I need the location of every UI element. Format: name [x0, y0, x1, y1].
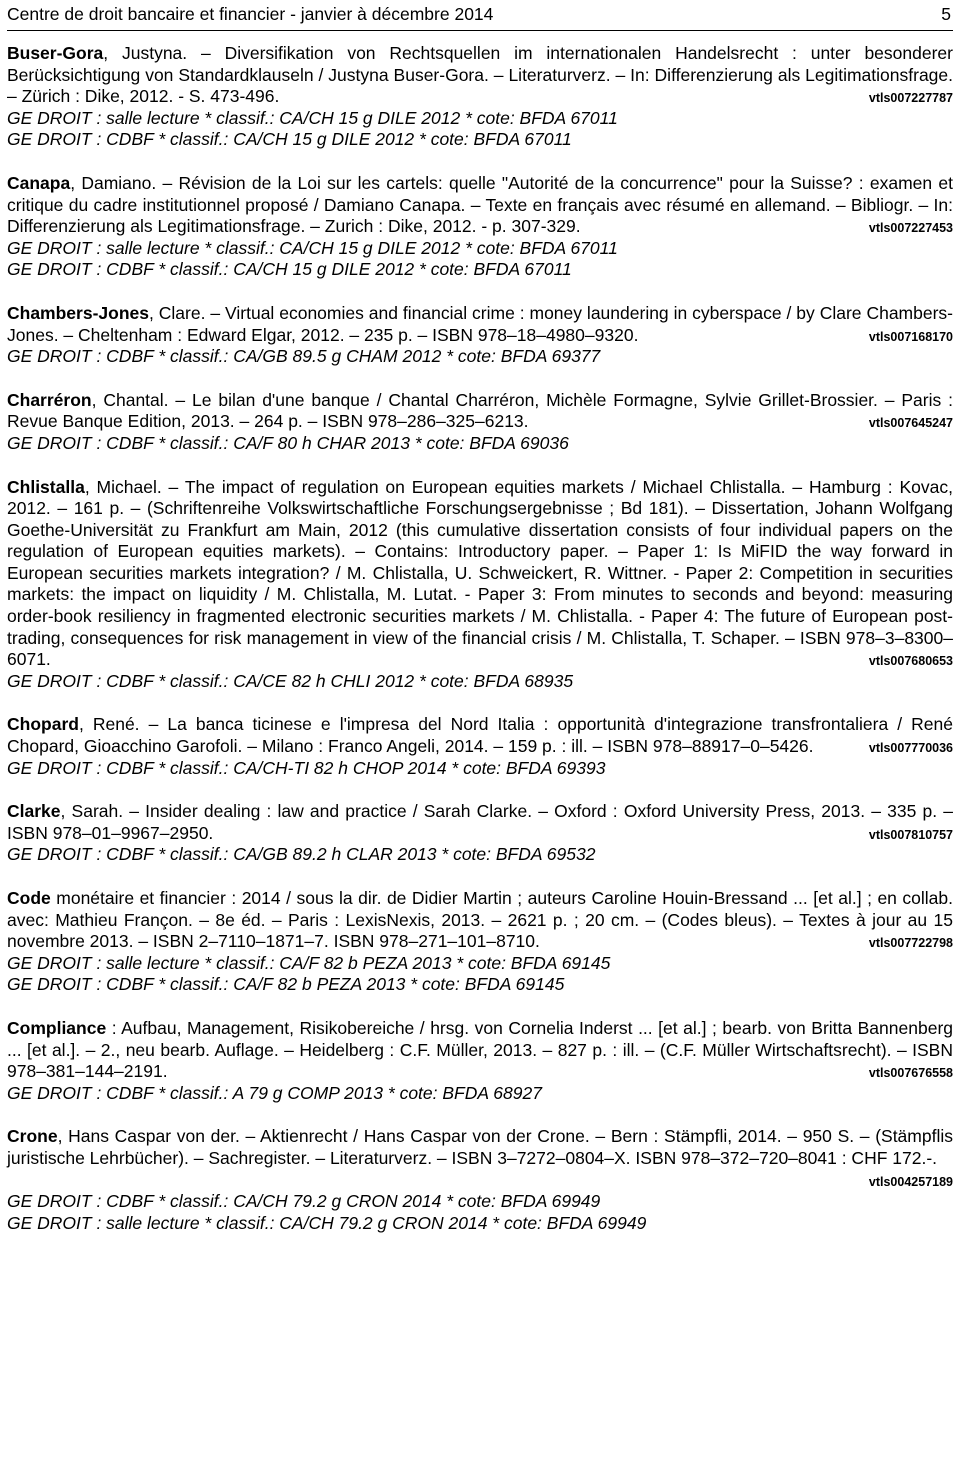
- bibliography-entry: [7, 714, 953, 779]
- citation-text: – La banca ticinese e l'impresa del Nord Italia : opportunità d'integrazione transfrontaliera / René Chopard, Gioacchino Garofoli. – Milano : Franco Angeli, 2014. – 159 p. : ill. – ISBN 978–88917–0–5426.: [7, 714, 953, 757]
- citation: [7, 888, 953, 953]
- author-name: Compliance: [7, 1017, 107, 1038]
- bibliography-entry: [7, 43, 953, 151]
- author-name: Chopard: [7, 714, 79, 735]
- record-id: vtls007227453: [868, 221, 953, 236]
- citation: [7, 801, 953, 844]
- citation: [7, 43, 953, 108]
- author-rest: , Justyna.: [103, 43, 188, 63]
- citation-text: – Aktienrecht / Hans Caspar von der Crone. – Bern : Stämpfli, 2014. – 950 S. – (Stämpflis juristische Lehrbücher). – Sachregister. – Literaturverz. – ISBN 3–7272–0804–X. ISBN 978–372–720–8041 : CHF 172.-.: [7, 1126, 953, 1168]
- author-name: Code: [7, 888, 51, 908]
- citation: [7, 1126, 953, 1189]
- record-id: vtls007168170: [868, 329, 953, 344]
- bibliography-entry: [7, 801, 953, 866]
- author-rest: , Chantal.: [91, 389, 169, 410]
- author-name: Buser-Gora: [7, 43, 104, 63]
- page-header: [7, 0, 953, 31]
- header-title: Centre de droit bancaire et financier - janvier à décembre 2014: [7, 4, 494, 24]
- bibliography-list: [7, 43, 953, 1234]
- citation: [7, 390, 953, 433]
- holding-line: GE DROIT : salle lecture * classif.: CA/F 82 b PEZA 2013 * cote: BFDA 69145: [7, 952, 611, 973]
- author-name: Canapa: [7, 172, 71, 193]
- holding-line: GE DROIT : salle lecture * classif.: CA/CH 15 g DILE 2012 * cote: BFDA 67011: [7, 107, 618, 128]
- citation-text: – Diversifikation von Rechtsquellen im internationalen Handelsrecht : unter besonderer Berücksichtigung von Standardklauseln / Justyna Buser-Gora. – Literaturverz. – In: Differenzierung als Legitimationsfrage. – Zürich : Dike, 2012. - S. 473-496.: [7, 43, 953, 107]
- author-rest: , Hans Caspar von der.: [57, 1126, 240, 1147]
- author-name: Clarke: [7, 801, 61, 822]
- holding-line: GE DROIT : CDBF * classif.: CA/CH 15 g DILE 2012 * cote: BFDA 67011: [7, 259, 572, 280]
- record-id: vtls007810757: [868, 827, 953, 842]
- bibliography-entry: [7, 303, 953, 368]
- holding-line: GE DROIT : CDBF * classif.: CA/F 80 h CHAR 2013 * cote: BFDA 69036: [7, 432, 569, 453]
- bibliography-entry: [7, 390, 953, 455]
- author-rest: , Clare.: [149, 302, 206, 323]
- citation-text: – The impact of regulation on European equities markets / Michael Chlistalla. – Hamburg : Kovac, 2012. – 161 p. – (Schriftenreihe Volkswirtschaftliche Forschungsergebnisse ; Bd 181). – Dissertation, Johann Wolfgang Goethe-Universität zu Frankfurt am Main, 2012 (this cumulative dissertation consists of four individual papers on the regulation of European equities markets). – Contains: Introductory paper. – Paper 1: Is MiFID the way forward in European securities markets integration? / M. Chlistalla, U. Schweickert, R. Wittner. - Paper 2: Competition in securities markets: the impact on liquidity / M. Chlistalla, M. Lutat. - Paper 3: From minutes to seconds and beyond: measuring order-book resiliency in fragmented electronic securities markets / M. Chlistalla. - Paper 4: The future of European post-trading, consequences for risk management in view of the financial crisis / M. Chlistalla, T. Schaper. – ISBN 978–3–8300–6071.: [7, 476, 953, 670]
- holding-line: GE DROIT : CDBF * classif.: CA/F 82 b PEZA 2013 * cote: BFDA 69145: [7, 974, 565, 995]
- bibliography-entry: [7, 477, 953, 693]
- holding-line: GE DROIT : CDBF * classif.: CA/GB 89.5 g CHAM 2012 * cote: BFDA 69377: [7, 346, 601, 367]
- holding-line: GE DROIT : salle lecture * classif.: CA/CH 15 g DILE 2012 * cote: BFDA 67011: [7, 237, 618, 258]
- citation: [7, 1018, 953, 1083]
- author-name: Charréron: [7, 389, 92, 410]
- citation-text: – Insider dealing : law and practice / Sarah Clarke. – Oxford : Oxford University Press, 2013. – 335 p. – ISBN 978–01–9967–2950.: [7, 801, 953, 843]
- record-id: vtls007227787: [868, 91, 953, 106]
- author-rest: , Michael.: [84, 476, 162, 497]
- document-page: [7, 0, 953, 1256]
- author-rest: , René.: [78, 714, 140, 735]
- holding-line: GE DROIT : CDBF * classif.: CA/CE 82 h CHLI 2012 * cote: BFDA 68935: [7, 670, 574, 691]
- bibliography-entry: [7, 1018, 953, 1104]
- citation-text: – Révision de la Loi sur les cartels: quelle "Autorité de la concurrence" pour la Suisse? : examen et critique du cadre institutionnel proposé / Damiano Canapa. – Texte en français avec résumé en allemand. – Bibliogr. – In: Differenzierung als Legitimationsfrage. – Zurich : Dike, 2012. - p. 307-329.: [7, 172, 954, 237]
- record-id: vtls007680653: [868, 654, 953, 669]
- record-id: vtls007676558: [868, 1066, 953, 1081]
- citation: [7, 714, 953, 757]
- citation: [7, 303, 953, 346]
- author-rest: , Sarah.: [60, 801, 124, 822]
- author-name: Crone: [7, 1126, 58, 1147]
- citation-text: monétaire et financier : 2014 / sous la dir. de Didier Martin ; auteurs Caroline Houin-Bressand ... [et al.] ; en collab. avec: Mathieu Françon. – 8e éd. – Paris : LexisNexis, 2013. – 2621 p. ; 20 cm. – (Codes bleus). – Textes à jour au 15 novembre 2013. – ISBN 2–7110–1871–7. ISBN 978–271–101–8710.: [7, 888, 953, 952]
- holding-line: GE DROIT : CDBF * classif.: CA/CH 79.2 g CRON 2014 * cote: BFDA 69949: [7, 1191, 601, 1212]
- holding-line: GE DROIT : CDBF * classif.: CA/CH-TI 82 h CHOP 2014 * cote: BFDA 69393: [7, 757, 606, 778]
- citation: [7, 477, 953, 671]
- author-rest: , Damiano.: [70, 172, 157, 193]
- holding-line: GE DROIT : CDBF * classif.: CA/CH 15 g DILE 2012 * cote: BFDA 67011: [7, 129, 572, 150]
- holding-line: GE DROIT : salle lecture * classif.: CA/CH 79.2 g CRON 2014 * cote: BFDA 69949: [7, 1212, 647, 1233]
- bibliography-entry: [7, 1126, 953, 1234]
- bibliography-entry: [7, 173, 953, 281]
- citation-text: – Le bilan d'une banque / Chantal Charréron, Michèle Formagne, Sylvie Grillet-Brossier. – Paris : Revue Banque Edition, 2013. – 264 p. – ISBN 978–286–325–6213.: [7, 389, 953, 432]
- record-id: vtls007645247: [868, 416, 953, 431]
- record-id: vtls004257189: [868, 1174, 953, 1189]
- record-id: vtls007770036: [868, 741, 953, 756]
- holding-line: GE DROIT : CDBF * classif.: A 79 g COMP 2013 * cote: BFDA 68927: [7, 1082, 542, 1103]
- citation-text: – Virtual economies and financial crime : money laundering in cyberspace / by Clare Chambers-Jones. – Cheltenham : Edward Elgar, 2012. – 235 p. – ISBN 978–18–4980–9320.: [7, 302, 953, 345]
- page-number: 5: [941, 4, 951, 24]
- record-id: vtls007722798: [868, 936, 953, 951]
- citation-text: : Aufbau, Management, Risikobereiche / hrsg. von Cornelia Inderst ... [et al.] ; bearb. von Britta Bannenberg ... [et al.]. – 2., neu bearb. Auflage. – Heidelberg : C.F. Müller, 2013. – 827 p. : ill. – (C.F. Müller Wirtschaftsrecht). – ISBN 978–381–144–2191.: [7, 1017, 953, 1082]
- bibliography-entry: [7, 888, 953, 996]
- holding-line: GE DROIT : CDBF * classif.: CA/GB 89.2 h CLAR 2013 * cote: BFDA 69532: [7, 844, 596, 865]
- citation: [7, 173, 953, 238]
- author-name: Chlistalla: [7, 476, 85, 497]
- author-name: Chambers-Jones: [7, 302, 149, 323]
